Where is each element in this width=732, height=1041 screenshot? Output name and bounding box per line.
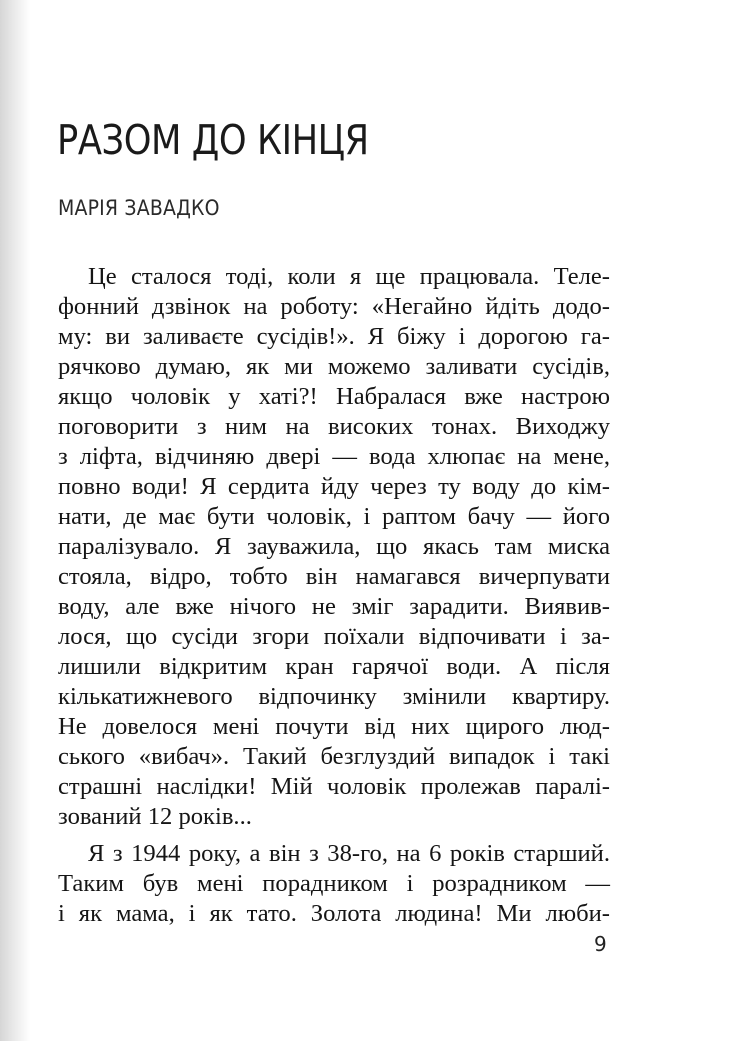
text-line: паралізувало. Я зауважила, що якась там миска — [58, 533, 610, 560]
text-line: фонний дзвінок на роботу: «Негайно йдіть додо- — [58, 293, 610, 320]
text-line: ського «вибач». Такий безглуздий випадок і такі — [58, 743, 610, 770]
text-line: лишили відкритим кран гарячої води. А після — [58, 653, 610, 680]
text-line: поговорити з ним на високих тонах. Виходжу — [58, 413, 610, 440]
chapter-title: РАЗОМ ДО КІНЦЯ — [57, 116, 369, 164]
text-line: якщо чоловік у хаті?! Набралася вже настрою — [58, 383, 610, 410]
author-name: МАРІЯ ЗАВАДКО — [58, 196, 220, 220]
text-line: страшні наслідки! Мій чоловік пролежав паралі- — [58, 773, 610, 800]
text-line: повно води! Я сердита йду через ту воду до кім- — [58, 473, 610, 500]
text-line: стояла, відро, тобто він намагався вичерпувати — [58, 563, 610, 590]
text-line: рячково думаю, як ми можемо заливати сусідів, — [58, 353, 610, 380]
text-line: кількатижневого відпочинку змінили квартиру. — [58, 683, 610, 710]
page-number: 9 — [594, 932, 607, 956]
text-line: воду, але вже нічого не зміг зарадити. Виявив- — [58, 593, 610, 620]
chapter-body — [58, 262, 610, 929]
paragraph — [58, 839, 610, 929]
text-line: зований 12 років... — [58, 803, 252, 830]
text-line: з ліфта, відчиняю двері — вода хлюпає на мене, — [58, 443, 610, 470]
text-line: му: ви заливаєте сусідів!». Я біжу і дорогою га- — [58, 323, 610, 350]
text-line: Я з 1944 року, а він з 38-го, на 6 років старший. — [88, 840, 610, 867]
text-line: і як мама, і як тато. Золота людина! Ми люби- — [58, 900, 610, 927]
text-line: Це сталося тоді, коли я ще працювала. Теле- — [88, 263, 610, 290]
text-line: лося, що сусіди згори поїхали відпочивати і за- — [58, 623, 610, 650]
text-line: Таким був мені порадником і розрадником — — [58, 870, 610, 897]
text-line: Не довелося мені почути від них щирого люд- — [58, 713, 610, 740]
paragraph — [58, 262, 610, 832]
text-line: нати, де має бути чоловік, і раптом бачу — його — [58, 503, 610, 530]
